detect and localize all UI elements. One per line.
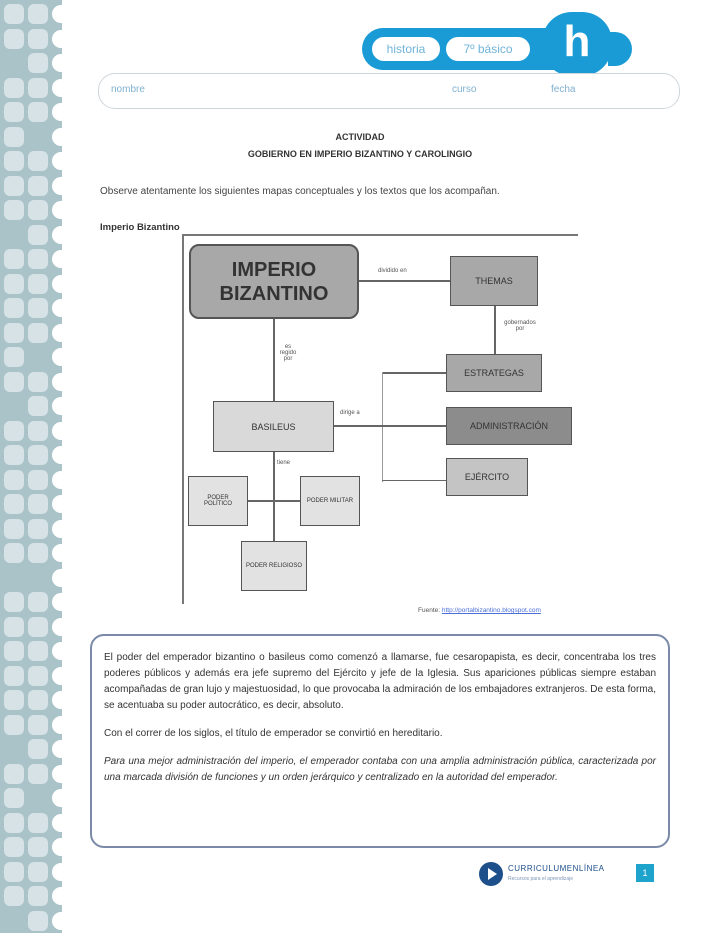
- connector-ejercito: [382, 480, 446, 481]
- date-field-label[interactable]: fecha: [551, 84, 576, 95]
- node-poder-politico: PODER POLÍTICO: [188, 476, 248, 526]
- node-imperio-bizantino: IMPERIO BIZANTINO: [189, 244, 359, 319]
- node-ejercito: EJÉRCITO: [446, 458, 528, 496]
- paragraph-2: Con el correr de los siglos, el título de emperador se convirtió en hereditario.: [104, 728, 443, 739]
- node-poder-militar: PODER MILITAR: [300, 476, 360, 526]
- reading-text-box: [90, 634, 670, 848]
- name-field-label[interactable]: nombre: [111, 84, 145, 95]
- play-logo-icon: [479, 862, 503, 886]
- source-label: Fuente:: [418, 607, 441, 614]
- edge-label-dividido-en: dividido en: [378, 268, 407, 274]
- connector-imperio-basileus: [273, 318, 275, 402]
- activity-subtitle: GOBIERNO EN IMPERIO BIZANTINO Y CAROLINGIO: [247, 149, 473, 159]
- node-poder-religioso: PODER RELIGIOSO: [241, 541, 307, 591]
- section-title: Imperio Bizantino: [100, 222, 180, 233]
- source-link[interactable]: http://portalbizantino.blogspot.com: [441, 607, 541, 614]
- connector-imperio-themas: [358, 280, 450, 282]
- brand-name: CURRICULUMENLÍNEA: [508, 864, 605, 873]
- connector-basileus-administracion: [334, 425, 446, 427]
- edge-label-gobernados-por: gobernados por: [504, 320, 536, 332]
- connector-vertical-right: [382, 372, 383, 482]
- page-number: 1: [636, 864, 654, 882]
- diagram-source: [418, 607, 541, 614]
- edge-label-tiene: tiene: [277, 460, 291, 466]
- diagram-top-border: [182, 234, 578, 236]
- node-themas: THEMAS: [450, 256, 538, 306]
- subject-logo-icon: h: [542, 12, 612, 76]
- grade-tag: 7º básico: [446, 37, 530, 61]
- node-basileus: BASILEUS: [213, 401, 334, 452]
- paragraph-3: Para una mejor administración del imperio, el emperador contaba con una amplia administración pública, caracterizada por una marcada división de funciones y un orden jerárquico y centralizado en la autoridad del emperador.: [104, 756, 656, 783]
- diagram-left-border: [182, 234, 184, 604]
- connector-basileus-poderes: [273, 452, 275, 542]
- connector-themas-estrategas: [494, 305, 496, 355]
- edge-label-regido-por: es regido por: [279, 344, 297, 362]
- node-administracion: ADMINISTRACIÓN: [446, 407, 572, 445]
- connector-estrategas: [382, 372, 446, 374]
- node-estrategas: ESTRATEGAS: [446, 354, 542, 392]
- brand-tagline: Recursos para el aprendizaje: [508, 876, 574, 882]
- subject-tag: historia: [372, 37, 440, 61]
- edge-label-dirige-a: dirige a: [340, 410, 360, 416]
- student-info-bar: [98, 73, 680, 109]
- instructions-text: Observe atentamente los siguientes mapas conceptuales y los textos que los acompañan.: [100, 186, 500, 197]
- activity-title: ACTIVIDAD: [335, 132, 385, 142]
- connector-poderes: [248, 500, 300, 502]
- course-field-label[interactable]: curso: [452, 84, 477, 95]
- paragraph-1: El poder del emperador bizantino o basileus como comenzó a llamarse, fue cesaropapista, es decir, concentraba los tres poderes públicos y además era jefe supremo del Ejército y jefe de la Iglesia. Sus apariciones públicas siempre estaban acompañadas de gran lujo y majestuosidad, lo que provocaba la admiración de los embajadores extranjeros. De esta forma, se acentuaba su poder autocrático, es decir, absoluto.: [104, 652, 656, 711]
